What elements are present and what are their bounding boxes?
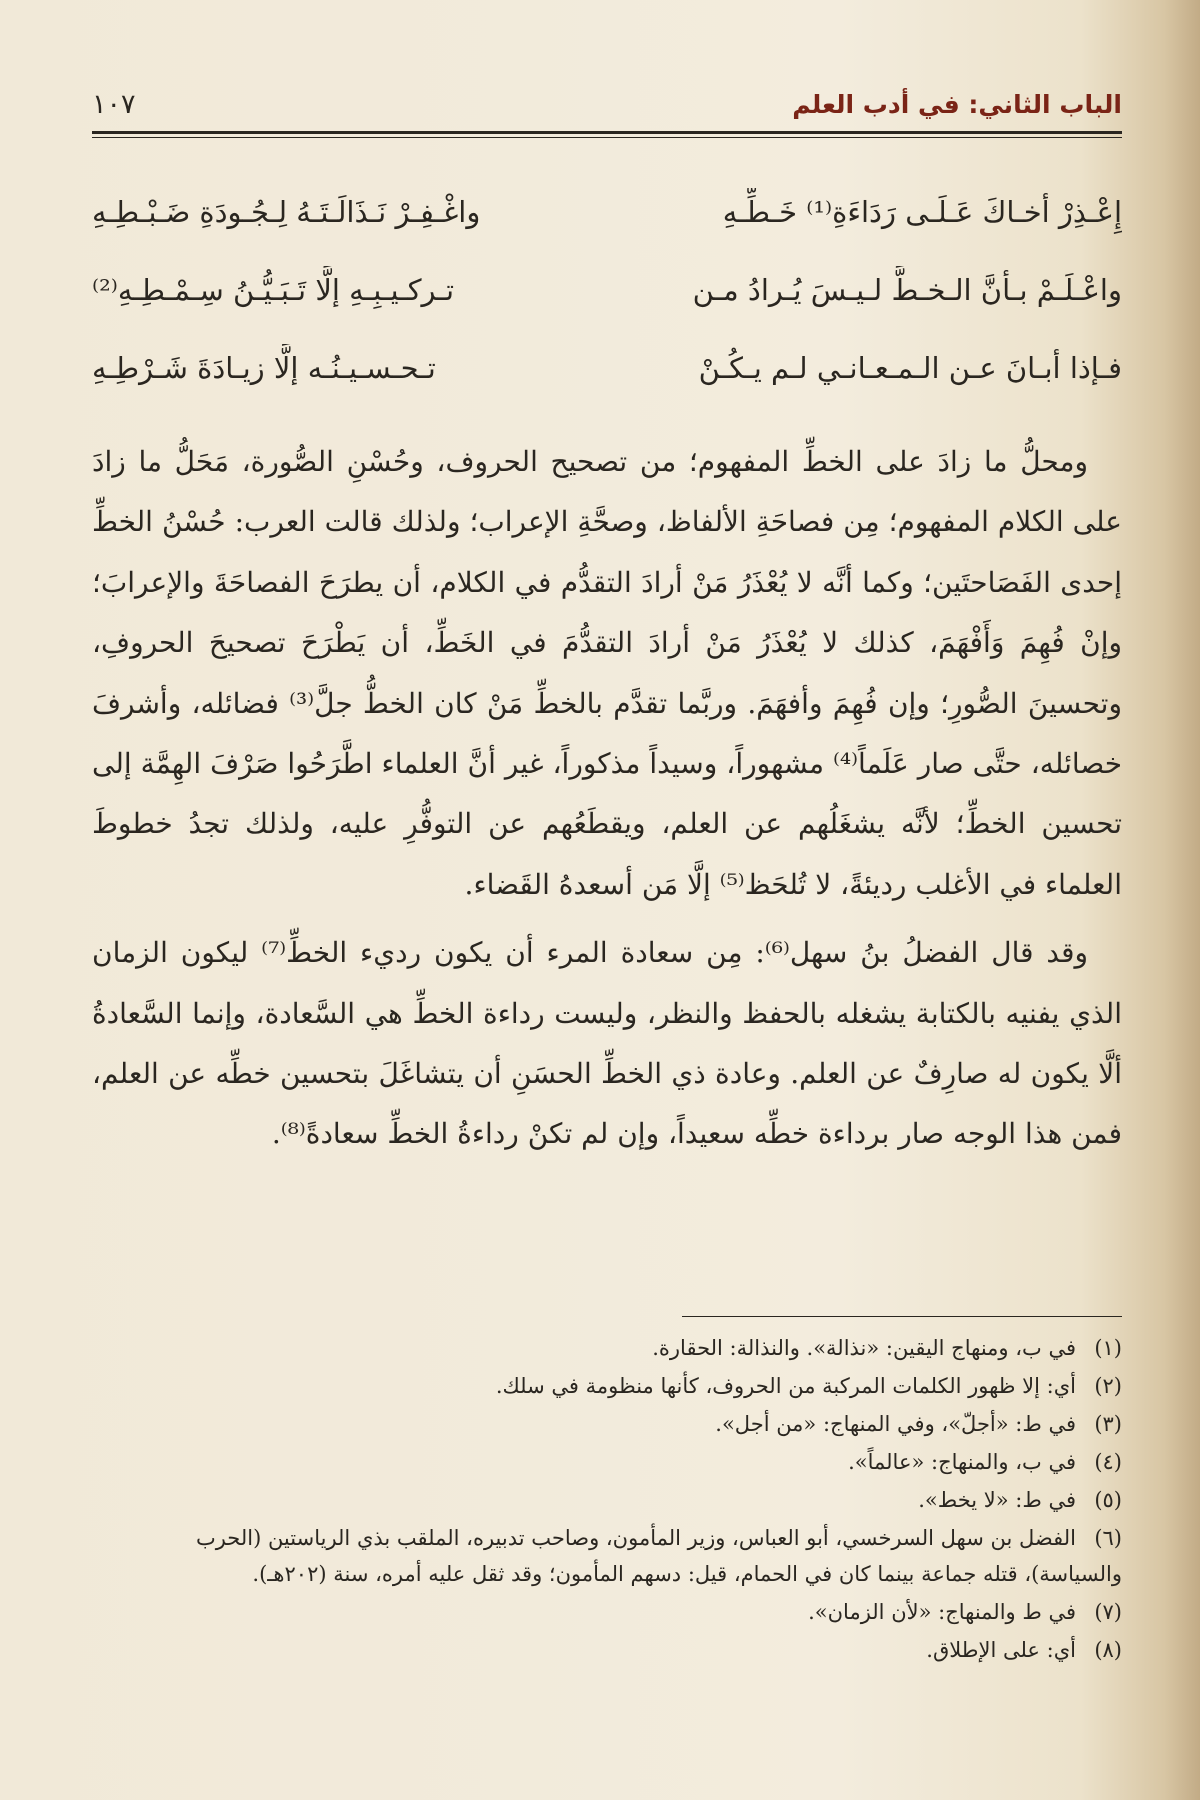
footnotes xyxy=(92,1330,1122,1670)
body-paragraph: ومحلُّ ما زادَ على الخطِّ المفهوم؛ من تصحيح الحروف، وحُسْنِ الصُّورة، مَحَلُّ ما زادَ على الكلام المفهوم؛ مِن فصاحَةِ الألفاظ، وصحَّةِ الإعراب؛ ولذلك قالت العرب: حُسْنُ الخطِّ إحدى الفَصَاحتَين؛ وكما أنَّه لا يُعْذَرُ مَنْ أرادَ التقدُّم في الكلام، أن يطرَحَ الفصاحَةَ والإعرابَ؛ وإنْ فُهِمَ وَأَفْهَمَ، كذلك لا يُعْذَرُ مَنْ أرادَ التقدُّمَ في الخَطِّ، أن يَطْرَحَ تصحيحَ الحروفِ، وتحسينَ الصُّورِ؛ وإن فُهِمَ وأفهَمَ. وربَّما تقدَّم بالخطِّ مَنْ كان الخطُّ جلَّ⁽³⁾ فضائله، وأشرفَ خصائله، حتَّى صار عَلَماً⁽⁴⁾ مشهوراً، وسيداً مذكوراً، غير أنَّ العلماء اطَّرَحُوا صَرْفَ الهِمَّة إلى تحسين الخطِّ؛ لأنَّه يشغَلُهم عن العلم، ويقطَعُهم عن التوفُّرِ عليه، ولذلك تجدُ خطوطَ العلماء في الأغلب رديئةً، لا تُلحَظ⁽⁵⁾ إلَّا مَن أسعدهُ القَضاء. xyxy=(92,445,1122,901)
poem xyxy=(92,188,1122,422)
footnote xyxy=(92,1406,1122,1442)
verse-second-hemistich: واغْـفِـرْ نَـذَالَـتَـهُ لِـجُـودَةِ ضَـبْـطِـهِ xyxy=(92,195,481,229)
footnote-marker: (٤) xyxy=(1094,1450,1122,1474)
footnote-marker: (٥) xyxy=(1094,1488,1122,1512)
body-text xyxy=(92,432,1122,1165)
verse-second-hemistich: تـحـسـيـنُـه إلَّا زيـادَةَ شَـرْطِـهِ xyxy=(92,351,436,385)
footnote xyxy=(92,1594,1122,1630)
footnote-text: في ب، والمنهاج: «عالماً». xyxy=(848,1450,1076,1474)
verse-first-hemistich: إِعْـذِرْ أخـاكَ عَـلَـى رَدَاءَةِ⁽¹⁾ خَـطِّـهِ xyxy=(722,195,1122,229)
verse-line xyxy=(92,188,1122,266)
verse-second-hemistich: تـركـيـبِـهِ إلَّا تَـبَـيُّـنُ سِـمْـطِـهِ⁽²⁾ xyxy=(92,273,455,307)
footnote-text: في ط والمنهاج: «لأن الزمان». xyxy=(808,1600,1076,1624)
footnote-text: في ط: «لا يخط». xyxy=(918,1488,1076,1512)
page-header xyxy=(92,84,1122,124)
header-rule xyxy=(92,131,1122,134)
page-number: ١٠٧ xyxy=(92,88,136,120)
footnote-text: في ب، ومنهاج اليقين: «نذالة». والنذالة: الحقارة. xyxy=(652,1336,1076,1360)
chapter-title: الباب الثاني: في أدب العلم xyxy=(792,89,1122,119)
footnote-marker: (١) xyxy=(1094,1336,1122,1360)
footnote-marker: (٣) xyxy=(1094,1412,1122,1436)
footnote xyxy=(92,1520,1122,1592)
footnote xyxy=(92,1330,1122,1366)
footnote xyxy=(92,1632,1122,1668)
footnote xyxy=(92,1482,1122,1518)
verse-line xyxy=(92,266,1122,344)
header-rule-thin xyxy=(92,137,1122,138)
verse-line xyxy=(92,344,1122,422)
verse-first-hemistich: واعْـلَـمْ بـأنَّ الـخـطَّ لـيـسَ يُـرادُ مـن xyxy=(692,273,1122,307)
body-paragraph: وقد قال الفضلُ بنُ سهل⁽⁶⁾: مِن سعادة المرء أن يكون رديء الخطِّ⁽⁷⁾ ليكون الزمان الذي يفنيه بالكتابة يشغله بالحفظ والنظر، وليست رداءة الخطِّ هي السَّعادة، وإنما السَّعادةُ ألَّا يكون له صارِفٌ عن العلم. وعادة ذي الخطِّ الحسَنِ أن يتشاغَلَ بتحسين خطِّه عن العلم، فمن هذا الوجه صار برداءة خطِّه سعيداً، وإن لم تكنْ رداءةُ الخطِّ سعادةً⁽⁸⁾. xyxy=(92,936,1122,1151)
footnote-text: أي: على الإطلاق. xyxy=(926,1638,1076,1662)
footnote-marker: (٦) xyxy=(1094,1526,1122,1550)
footnote-separator xyxy=(682,1316,1122,1317)
footnote xyxy=(92,1444,1122,1480)
footnote xyxy=(92,1368,1122,1404)
footnote-marker: (٢) xyxy=(1094,1374,1122,1398)
footnote-text: الفضل بن سهل السرخسي، أبو العباس، وزير المأمون، وصاحب تدبيره، الملقب بذي الرياستين (الحرب والسياسة)، قتله جماعة بينما كان في الحمام، قيل: دسهم المأمون؛ وقد ثقل عليه أمره، سنة (٢٠٢هـ). xyxy=(195,1526,1122,1586)
footnote-text: أي: إلا ظهور الكلمات المركبة من الحروف، كأنها منظومة في سلك. xyxy=(495,1374,1076,1398)
footnote-marker: (٨) xyxy=(1094,1638,1122,1662)
verse-first-hemistich: فـإذا أبـانَ عـن الـمـعـانـي لـم يـكُـنْ xyxy=(698,351,1122,385)
footnote-text: في ط: «أجلّ»، وفي المنهاج: «من أجل». xyxy=(715,1412,1076,1436)
footnote-marker: (٧) xyxy=(1094,1600,1122,1624)
